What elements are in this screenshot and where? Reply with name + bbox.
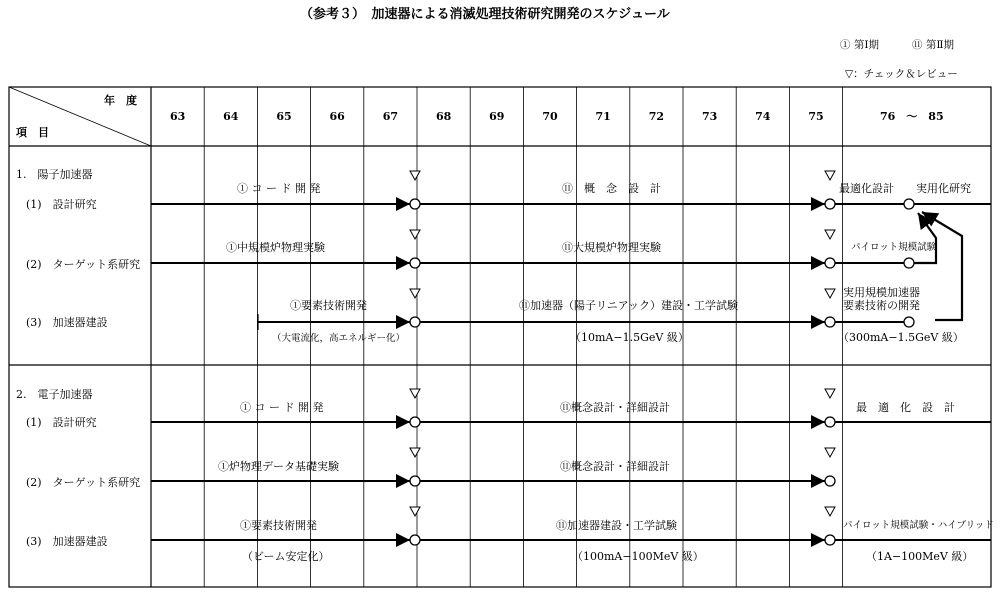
phase1-sub-label: （ビーム安定化） (242, 550, 330, 563)
phase2-sub-label: （10mA−1.5GeV 級） (570, 331, 689, 344)
milestone-circle (825, 258, 835, 268)
year-label: 68 (435, 110, 452, 123)
phase1-label: ① コ ー ド 開 発 (240, 401, 324, 414)
electron-item-accel-label: (3) 加速器建設 (26, 535, 108, 548)
phase3-label: パイロット規模試験 (851, 242, 937, 253)
phase2-label: ⑪概念設計・詳細設計 (560, 401, 670, 414)
electron-item-design-label: (1) 設計研究 (26, 416, 97, 429)
proton-target-row (151, 230, 937, 268)
review-triangle (825, 289, 835, 298)
phase3-label: 実用規模加速器 (843, 286, 920, 299)
proton-item-accel-label: (3) 加速器建設 (26, 316, 108, 329)
proton-item-design-label: (1) 設計研究 (26, 198, 97, 211)
electron-accel-row (151, 507, 994, 563)
phase3b-label: 要素技術の開発 (843, 299, 920, 312)
phase2-label: ⑪概念設計・詳細設計 (560, 460, 670, 473)
milestone-circle (825, 417, 835, 427)
phase3-label: 最適化設計 (839, 182, 894, 195)
review-triangle (410, 448, 420, 457)
section-proton-title: 1. 陽子加速器 (16, 168, 93, 181)
electron-design-row (151, 389, 991, 427)
phase1-label: ①要素技術開発 (240, 519, 317, 532)
phase3-sub-label: （300mA−1.5GeV 級） (838, 331, 964, 344)
phase1-label: ①炉物理データ基礎実験 (218, 460, 339, 473)
year-label: 73 (701, 110, 718, 123)
feedback-arrows (914, 212, 962, 320)
year-label: 70 (542, 110, 558, 123)
review-triangle (825, 230, 835, 239)
phase2-label: ⑪加速器建設・工学試験 (556, 519, 677, 532)
section-electron-title: 2. 電子加速器 (16, 388, 93, 401)
milestone-circle (410, 258, 420, 268)
milestone-circle (410, 476, 420, 486)
milestone-circle (410, 317, 420, 327)
phase1-label: ①要素技術開発 (290, 299, 367, 312)
proton-item-target-label: (2) ターゲット系研究 (26, 258, 141, 271)
phase4-label: 実用化研究 (916, 182, 971, 195)
page-title: （参考３） 加速器による消滅処理技術研究開発のスケジュール (300, 7, 670, 22)
review-triangle (410, 230, 420, 239)
legend-review: ▽：チェック＆レビュー (845, 68, 958, 80)
phase3-sub-label: （1A−100MeV 級） (866, 550, 974, 563)
review-triangle (410, 389, 420, 398)
milestone-circle (825, 476, 835, 486)
year-label-last: 76 ～ 85 (880, 110, 944, 123)
milestone-circle (904, 317, 914, 327)
milestone-circle (904, 258, 914, 268)
phase2-label: ⑪大規模炉物理実験 (562, 241, 661, 254)
year-label: 72 (648, 110, 665, 123)
review-triangle (410, 507, 420, 516)
review-triangle (410, 171, 420, 180)
year-label: 66 (329, 110, 345, 123)
review-triangle (825, 448, 835, 457)
year-label: 67 (382, 110, 399, 123)
legend-phase2: ⑪ 第Ⅱ期 (912, 39, 954, 51)
phase1-sub-label: （大電流化，高エネルギー化） (272, 333, 406, 344)
phase2-label: ⑪ 概 念 設 計 (562, 182, 661, 195)
year-label: 69 (489, 110, 505, 123)
milestone-circle (410, 199, 420, 209)
year-label: 74 (755, 110, 771, 123)
year-label: 65 (276, 110, 292, 123)
phase3-label: 最 適 化 設 計 (856, 401, 955, 414)
phase2-sub-label: （100mA−100MeV 級） (572, 550, 704, 563)
milestone-circle (410, 417, 420, 427)
header-koumoku: 項 目 (16, 126, 49, 139)
year-label: 63 (169, 110, 186, 123)
phase1-label: ①中規模炉物理実験 (226, 241, 325, 254)
phase3-label: パイロット規模試験・ハイブリッド (843, 520, 994, 531)
review-triangle (410, 289, 420, 298)
electron-item-target-label: (2) ターゲット系研究 (26, 476, 141, 489)
milestone-circle (904, 199, 914, 209)
legend-phase1: ① 第Ⅰ期 (840, 39, 879, 51)
milestone-circle (410, 535, 420, 545)
milestone-circle (825, 199, 835, 209)
year-label: 71 (595, 110, 611, 123)
electron-target-row (151, 448, 835, 486)
milestone-circle (825, 535, 835, 545)
review-triangle (825, 389, 835, 398)
proton-design-row (151, 171, 991, 209)
review-triangle (825, 507, 835, 516)
phase2-label: ⑪加速器（陽子リニアック）建設・工学試験 (519, 299, 739, 312)
header-nendo: 年 度 (104, 94, 137, 107)
year-label: 75 (808, 110, 824, 123)
year-label: 64 (223, 110, 239, 123)
review-triangle (825, 171, 835, 180)
milestone-circle (825, 317, 835, 327)
phase1-label: ① コ ー ド 開 発 (237, 182, 321, 195)
